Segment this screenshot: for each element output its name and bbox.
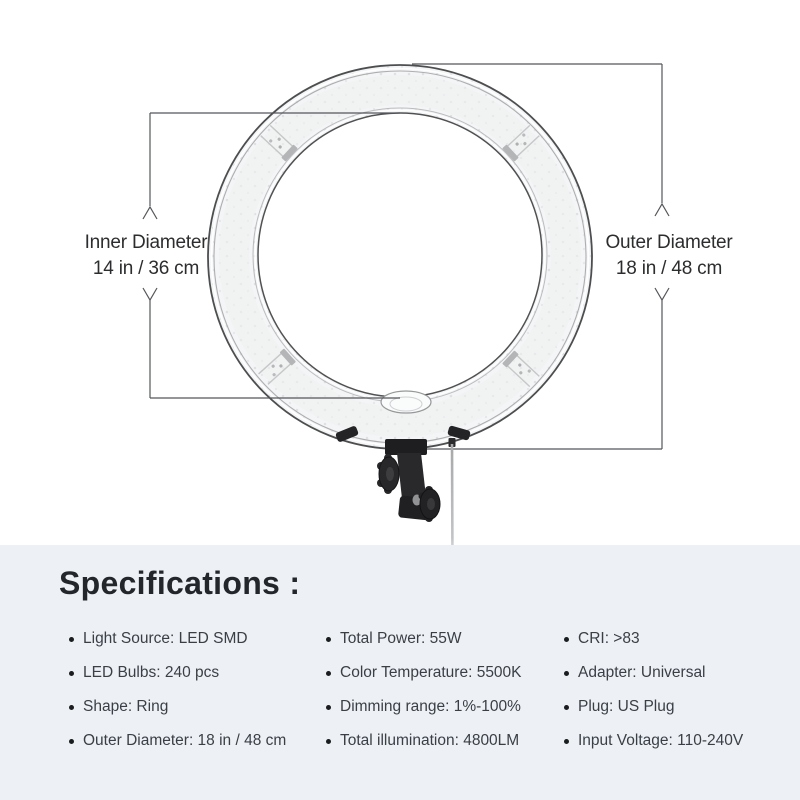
spec-column-3 (564, 622, 743, 758)
bullet-dot (69, 637, 74, 642)
spec-item (326, 690, 522, 724)
spec-column-1 (69, 622, 286, 758)
spec-item-text: Light Source: LED SMD (83, 630, 248, 647)
spec-column-2 (326, 622, 522, 758)
hot-shoe-dome (381, 391, 431, 413)
bullet-dot (69, 705, 74, 710)
specifications-section (0, 545, 800, 800)
spec-item-text: LED Bulbs: 240 pcs (83, 664, 220, 681)
arrow-up-icon (655, 288, 669, 300)
spec-item (326, 724, 522, 758)
spec-item-text: Total Power: 55W (340, 630, 462, 647)
spec-item-text: Plug: US Plug (578, 698, 675, 715)
bullet-dot (564, 671, 569, 676)
bullet-dot (564, 739, 569, 744)
spec-item (564, 690, 743, 724)
spec-item (564, 724, 743, 758)
specifications-title: Specifications : (59, 565, 301, 601)
bullet-dot (564, 705, 569, 710)
bullet-dot (326, 705, 331, 710)
bullet-dot (326, 637, 331, 642)
spec-item (69, 724, 286, 758)
spec-item-text: CRI: >83 (578, 630, 640, 647)
spec-item (564, 622, 743, 656)
spec-item-text: Dimming range: 1%-100% (340, 698, 521, 715)
outer-diameter-label-line1: Outer Diameter (605, 232, 733, 253)
inner-diameter-label (36, 230, 256, 282)
bullet-dot (69, 739, 74, 744)
spec-item (69, 622, 286, 656)
bullet-dot (69, 671, 74, 676)
inner-diameter-label-line2: 14 in / 36 cm (92, 258, 200, 279)
ring-shading (234, 90, 566, 422)
spec-item-text: Adapter: Universal (578, 664, 706, 681)
spec-item (564, 656, 743, 690)
adjustment-knob-left (377, 454, 399, 494)
arrow-down-icon (143, 207, 157, 219)
spec-item-text: Color Temperature: 5500K (340, 664, 522, 681)
bullet-dot (326, 671, 331, 676)
spec-item-text: Shape: Ring (83, 698, 169, 715)
spec-item (326, 622, 522, 656)
outer-diameter-label (559, 230, 779, 282)
spec-item (69, 656, 286, 690)
bullet-dot (326, 739, 331, 744)
spec-item-text: Input Voltage: 110-240V (578, 732, 744, 749)
ring-light-ring (208, 65, 592, 449)
spec-item-text: Outer Diameter: 18 in / 48 cm (83, 732, 287, 749)
outer-diameter-label-line2: 18 in / 48 cm (615, 258, 723, 279)
arrow-up-icon (143, 288, 157, 300)
power-cable (449, 438, 456, 545)
spec-item (326, 656, 522, 690)
spec-item (69, 690, 286, 724)
spec-item-text: Total illumination: 4800LM (340, 732, 520, 749)
arrow-down-icon (655, 204, 669, 216)
bullet-dot (564, 637, 569, 642)
inner-diameter-label-line1: Inner Diameter (84, 232, 208, 253)
